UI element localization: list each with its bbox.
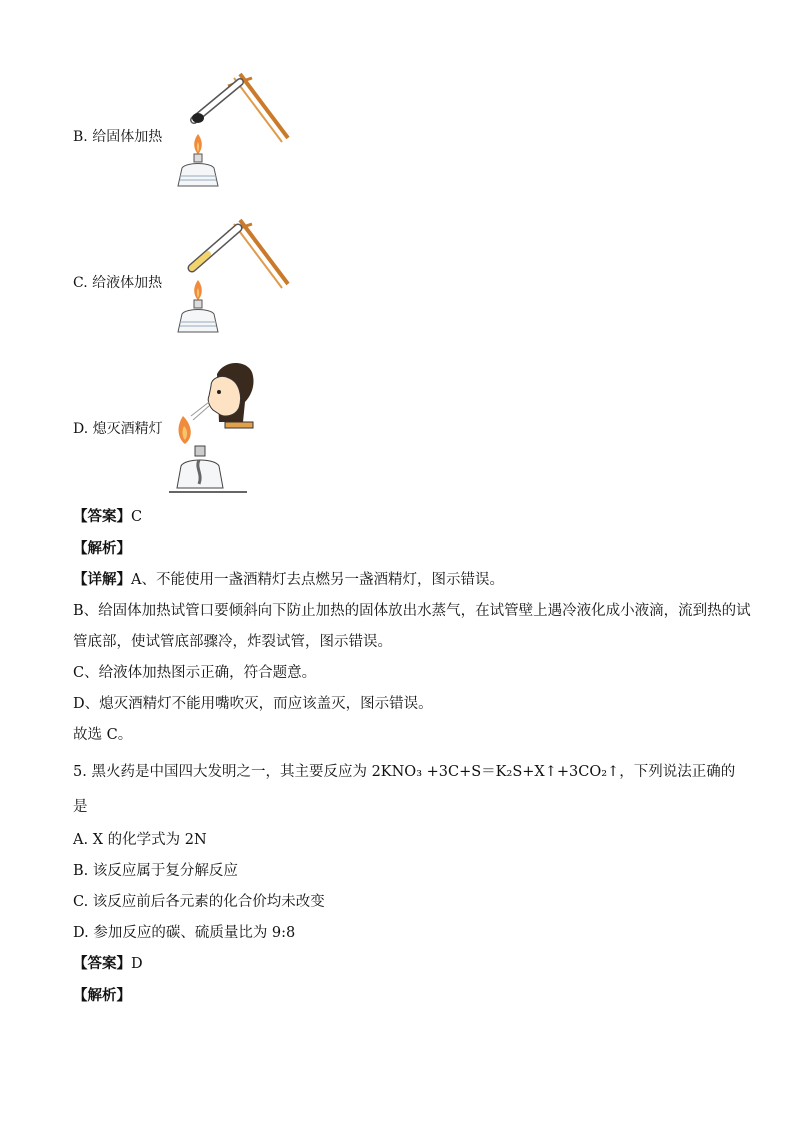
- q4-analysis-tag: [73, 537, 131, 558]
- option-b-label: B. 给固体加热: [73, 129, 163, 145]
- heating-liquid-illustration: [168, 214, 293, 339]
- answer-value: C: [131, 509, 143, 525]
- q4-detail-b2: 管底部，使试管底部骤冷，炸裂试管，图示错误。: [73, 634, 392, 650]
- q5-analysis-tag: [73, 984, 131, 1005]
- q4-detail-d: D、熄灭酒精灯不能用嘴吹灭，而应该盖灭，图示错误。: [73, 696, 433, 712]
- q5-equation: 2KNO₃ +3C+S＝K₂S+X↑+3CO₂↑: [371, 764, 620, 780]
- analysis-tag: 【解析】: [73, 987, 131, 1004]
- answer-tag: 【答案】: [73, 955, 131, 972]
- answer-tag: 【答案】: [73, 508, 131, 525]
- extinguish-lamp-illustration: [165, 356, 260, 496]
- q4-detail-a: [73, 568, 504, 589]
- q5-stem-suffix: ，下列说法正确的: [619, 764, 736, 780]
- q4-detail-c: C、给液体加热图示正确，符合题意。: [73, 665, 317, 681]
- q5-stem-prefix: 5. 黑火药是中国四大发明之一，其主要反应为: [73, 764, 372, 780]
- q5-stem: [73, 760, 735, 781]
- answer-value: D: [131, 956, 143, 972]
- analysis-tag: 【解析】: [73, 540, 131, 557]
- q4-answer: [73, 505, 142, 526]
- q5-stem-line2: 是: [73, 799, 88, 815]
- q5-option-d: D. 参加反应的碳、硫质量比为 9:8: [73, 925, 296, 941]
- detail-tag: 【详解】: [73, 571, 131, 588]
- q5-option-b: B. 该反应属于复分解反应: [73, 863, 238, 879]
- heating-solid-illustration: [168, 68, 293, 193]
- q4-detail-b1: B、给固体加热试管口要倾斜向下防止加热的固体放出水蒸气，在试管壁上遇冷液化成小液滴，流到热的试: [73, 603, 751, 619]
- option-c-label: C. 给液体加热: [73, 275, 163, 291]
- option-d-label: D. 熄灭酒精灯: [73, 421, 163, 437]
- q5-answer: [73, 952, 143, 973]
- q5-option-c: C. 该反应前后各元素的化合价均未改变: [73, 894, 325, 910]
- q5-option-a: A. X 的化学式为 2N: [73, 832, 207, 848]
- q4-conclusion: 故选 C。: [73, 727, 133, 743]
- detail-a-text: A、不能使用一盏酒精灯去点燃另一盏酒精灯，图示错误。: [131, 572, 504, 588]
